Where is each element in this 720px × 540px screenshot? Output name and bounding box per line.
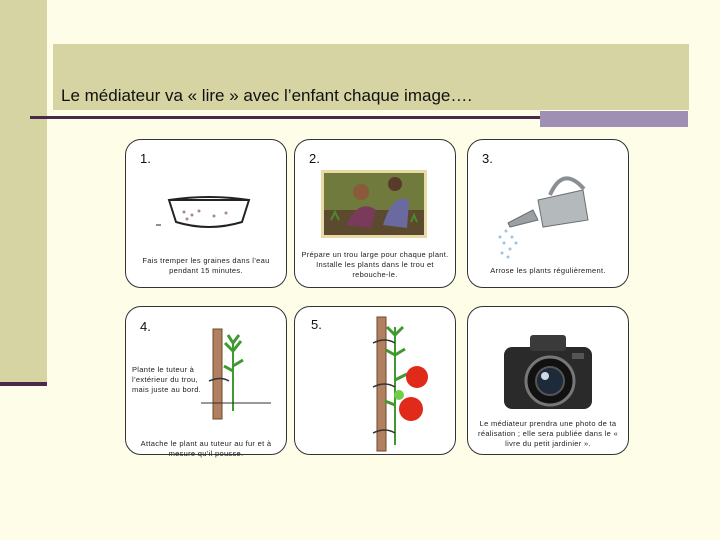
step-number: 2.	[309, 151, 320, 166]
step-card-5	[294, 306, 456, 455]
step-card-3	[467, 139, 629, 288]
watering-can-illustration	[498, 165, 598, 260]
step-caption: Arrose les plants régulièrement.	[490, 266, 606, 275]
step-caption-bottom: Attache le plant au tuteur au fur et à mesure qu’il pousse.	[140, 439, 272, 458]
left-decor-rule	[0, 382, 47, 386]
step-caption: Fais tremper les graines dans l’eau pendant 15 minutes.	[142, 256, 270, 275]
title-underline	[30, 116, 540, 119]
step-caption: Le médiateur prendra une photo de ta réalisation ; elle sera publiée dans le « livre du petit jardinier ».	[478, 419, 618, 448]
step-caption: Prépare un trou large pour chaque plant. Installe les plants dans le trou et rebouche-le.	[301, 250, 449, 279]
step-card-4	[125, 306, 287, 458]
step-number: 5.	[311, 317, 322, 332]
step-caption-top: Plante le tuteur à l’extérieur du trou, mais juste au bord.	[132, 365, 202, 394]
left-decor-bar	[0, 0, 47, 385]
soaking-bowl-illustration	[154, 192, 254, 237]
step-number: 3.	[482, 151, 493, 166]
step-card-1	[125, 139, 287, 288]
planting-photo	[321, 170, 427, 238]
tomato-plant-illustration	[365, 315, 435, 455]
step-card-6	[467, 306, 629, 455]
step-number: 1.	[140, 151, 151, 166]
camera-photo	[500, 329, 596, 415]
step-card-2	[294, 139, 456, 288]
step-number: 4.	[140, 319, 151, 334]
title-accent-block	[540, 111, 688, 127]
slide-title: Le médiateur va « lire » avec l’enfant chaque image….	[61, 86, 473, 105]
